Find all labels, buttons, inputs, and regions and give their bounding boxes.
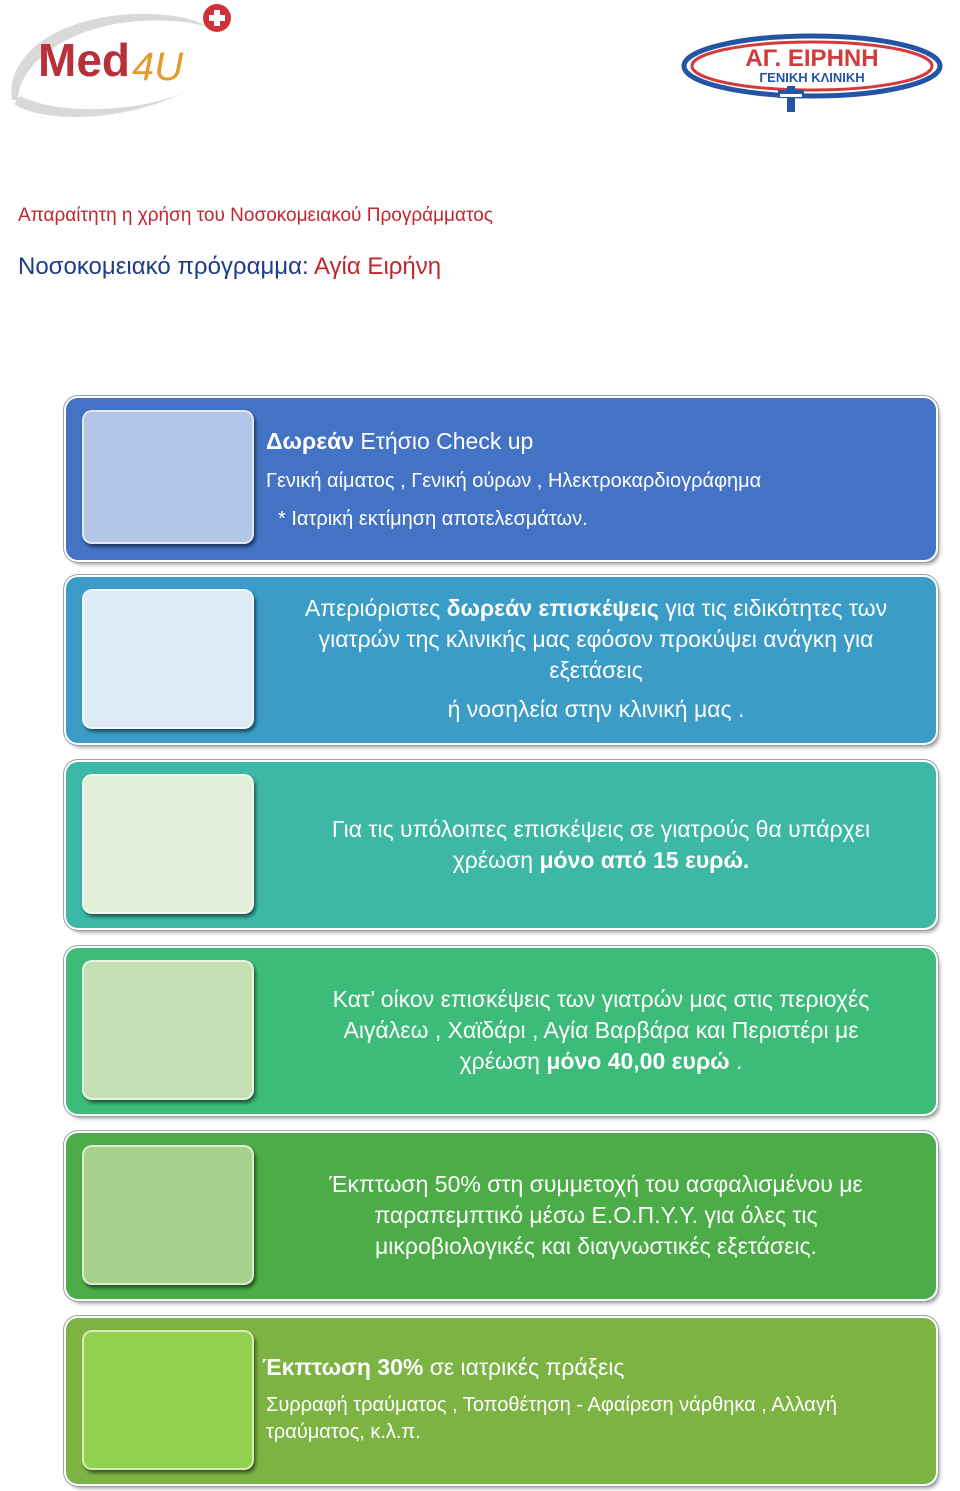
panel-thumbnail <box>82 774 254 914</box>
free-visits-line3: εξετάσεις <box>549 657 643 683</box>
agia-eirini-logo <box>680 30 945 120</box>
other-visits-line1: Για τις υπόλοιπες επισκέψεις σε γιατρούς θα υπάρχει <box>331 816 871 842</box>
free-visits-line2: γιατρών της κλινικής μας εφόσον προκύψει ανάγκη για <box>318 626 874 652</box>
home-visits-line1: Κατ’ οίκον επισκέψεις των γιατρών μας στις περιοχές <box>332 986 870 1012</box>
agia-eirini-logo-line1: ΑΓ. ΕΙΡΗΝΗ <box>745 45 879 72</box>
program-value: Αγία Ειρήνη <box>313 253 442 280</box>
benefit-panel-other-visits <box>66 762 936 928</box>
benefit-panel-lab-discount <box>66 1133 936 1299</box>
benefit-panel-checkup <box>66 398 936 560</box>
benefit-panel-free-visits <box>66 577 936 743</box>
panel-thumbnail <box>82 589 254 729</box>
hospital-program-line <box>18 253 441 281</box>
free-visits-line4: ή νοσηλεία στην κλινική μας . <box>447 696 745 722</box>
med4u-logo <box>0 0 250 130</box>
procedures-list <box>266 1392 837 1446</box>
checkup-evaluation: * Ιατρική εκτίμηση αποτελεσμάτων. <box>278 508 588 530</box>
home-visits-line3: χρέωση μόνο 40,00 ευρώ . <box>459 1048 743 1074</box>
benefit-panel-medical-procedures <box>66 1318 936 1484</box>
benefit-panel-home-visits <box>66 948 936 1114</box>
checkup-title: Δωρεάν Ετήσιο Check up <box>266 428 534 454</box>
home-visits-line2: Αιγάλεω , Χαϊδάρι , Αγία Βαρβάρα και Περιστέρι με <box>343 1017 859 1043</box>
med4u-logo-text-a: Med <box>38 34 130 86</box>
med4u-logo-text-b: 4U <box>132 45 184 89</box>
program-label: Νοσοκομειακό πρόγραμμα: <box>18 253 309 280</box>
panel-thumbnail <box>82 1330 254 1470</box>
procedures-line1: Συρραφή τραύματος , Τοποθέτηση - Αφαίρεση νάρθηκα , Αλλαγή <box>266 1394 837 1416</box>
agia-eirini-logo-line2: ΓΕΝΙΚΗ ΚΛΙΝΙΚΗ <box>759 70 865 85</box>
lab-discount-text <box>256 1169 936 1262</box>
panel-thumbnail <box>82 410 254 544</box>
lab-discount-line2: παραπεμπτικό μέσω Ε.Ο.Π.Υ.Υ. για όλες τις <box>374 1202 818 1228</box>
panel-thumbnail <box>82 960 254 1100</box>
lab-discount-line1: Έκπτωση 50% στη συμμετοχή του ασφαλισμένου με <box>329 1171 863 1197</box>
procedures-title: Έκπτωση 30% σε ιατρικές πράξεις <box>262 1354 625 1380</box>
other-visits-text <box>256 814 946 876</box>
requirement-note: Απαραίτητη η χρήση του Νοσοκομειακού Προγράμματος <box>18 205 493 226</box>
procedures-line2: τραύματος, κ.λ.π. <box>266 1421 421 1443</box>
free-visits-text <box>256 593 936 725</box>
checkup-tests: Γενική αίματος , Γενική ούρων , Ηλεκτροκαρδιογράφημα <box>266 470 762 492</box>
free-visits-line1: Απεριόριστες δωρεάν επισκέψεις για τις ειδικότητες των <box>304 595 888 621</box>
other-visits-line2: χρέωση μόνο από 15 ευρώ. <box>452 847 750 873</box>
home-visits-text <box>256 984 946 1077</box>
panel-thumbnail <box>82 1145 254 1285</box>
lab-discount-line3: μικροβιολογικές και διαγνωστικές εξετάσεις. <box>375 1233 817 1259</box>
